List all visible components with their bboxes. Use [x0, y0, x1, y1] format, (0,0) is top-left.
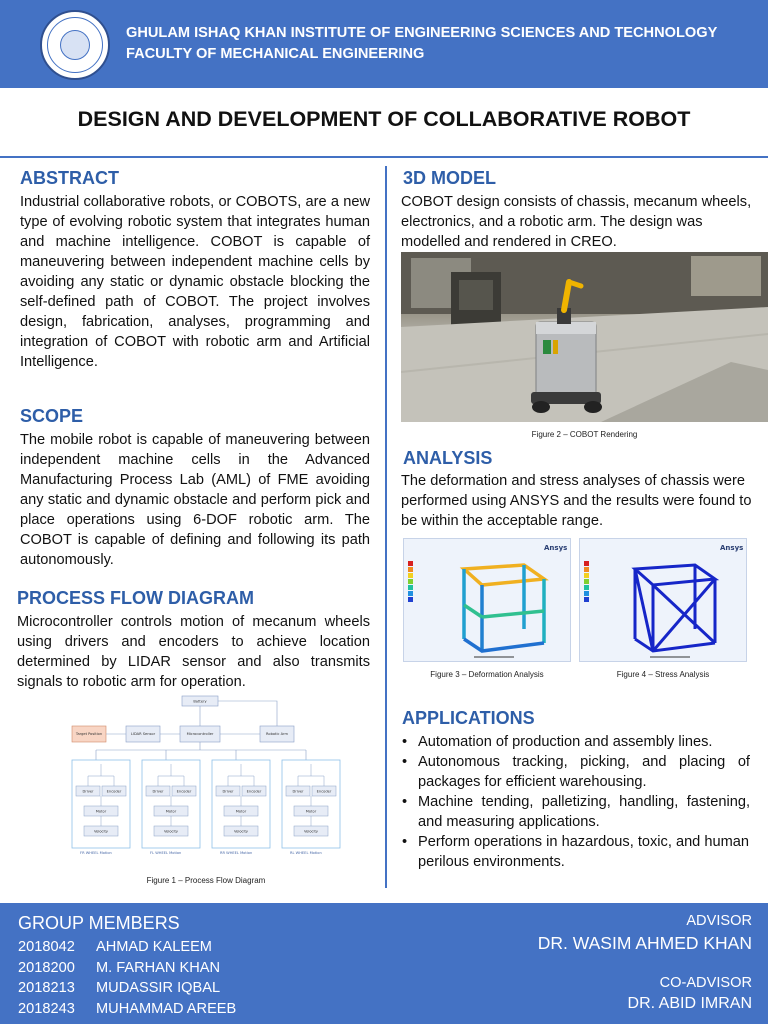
- member-name: MUHAMMAD AREEB: [96, 1000, 237, 1017]
- member-id: 2018213: [18, 980, 75, 996]
- figure-1-caption: Figure 1 – Process Flow Diagram: [146, 876, 266, 885]
- application-item: • Automation of production and assembly lines.: [400, 732, 750, 752]
- header-banner: [0, 0, 768, 88]
- applications-list: [400, 732, 750, 872]
- wheel-drive-group: [282, 760, 340, 855]
- wheel-motion-label: RR WHEEL Motion: [220, 851, 253, 855]
- driver-block-label: Driver: [82, 789, 94, 794]
- lidar-label: LIDAR Sensor: [130, 732, 156, 736]
- velocity-block-label: Velocity: [233, 829, 249, 834]
- wheel-drive-group: [72, 760, 130, 855]
- scope-heading: SCOPE: [20, 406, 84, 426]
- institute-title: GHULAM ISHAQ KHAN INSTITUTE OF ENGINEERING SCIENCES AND TECHNOLOGY: [126, 25, 718, 41]
- velocity-block-label: Velocity: [303, 829, 319, 834]
- encoder-block-label: Encoder: [106, 789, 122, 794]
- application-item: • Perform operations in hazardous, toxic, and human perilous environments.: [400, 832, 750, 872]
- driver-block-label: Driver: [222, 789, 234, 794]
- member-row: [18, 978, 236, 999]
- motor-block-label: Motor: [95, 809, 107, 814]
- driver-block-label: Driver: [152, 789, 164, 794]
- member-id: 2018200: [18, 959, 75, 976]
- motor-block-label: Motor: [305, 809, 317, 814]
- scope-text: The mobile robot is capable of maneuvering between independent machine cells in the Advanced Manufacturing Process Lab (AML) of FME avoiding any static and dynamic obstacle and perform pick and place operations using 6-DOF robotic arm. The COBOT is capable of defining and following its path autonomously.: [20, 432, 370, 568]
- wheel-drive-group: [142, 760, 200, 855]
- ansys-brand-stress: Ansys: [720, 544, 744, 552]
- column-divider: [385, 166, 387, 888]
- target-label: Target Position: [75, 732, 103, 736]
- title-section: [0, 88, 768, 158]
- wheel-drive-group: [212, 760, 270, 855]
- stress-analysis-image: [579, 538, 747, 662]
- encoder-block-label: Encoder: [176, 789, 192, 794]
- application-item: • Autonomous tracking, picking, and placing of packages for efficient warehousing.: [400, 752, 750, 792]
- motor-block-label: Motor: [235, 809, 247, 814]
- faculty-title: FACULTY OF MECHANICAL ENGINEERING: [126, 46, 425, 62]
- coadvisor-label: CO-ADVISOR: [659, 975, 752, 991]
- members-list: [18, 937, 236, 1019]
- wheel-motion-label: RL WHEEL Motion: [290, 851, 322, 855]
- encoder-block-label: Encoder: [246, 789, 262, 794]
- figure-3-caption: Figure 3 – Deformation Analysis: [430, 670, 544, 679]
- footer-banner: [0, 903, 768, 1024]
- member-id: 2018243: [18, 1000, 75, 1017]
- figure-4-caption: Figure 4 – Stress Analysis: [616, 670, 710, 679]
- member-name: AHMAD KALEEM: [96, 939, 212, 955]
- institute-logo-icon: [40, 10, 110, 80]
- motor-block-label: Motor: [165, 809, 177, 814]
- applications-heading: APPLICATIONS: [402, 708, 535, 728]
- process-heading: PROCESS FLOW DIAGRAM: [17, 588, 254, 608]
- analysis-heading: ANALYSIS: [403, 448, 493, 468]
- model-text: COBOT design consists of chassis, mecanum wheels, electronics, and a robotic arm. The design was modelled and rendered in CREO.: [401, 194, 752, 250]
- velocity-block-label: Velocity: [163, 829, 179, 834]
- ansys-brand-deformation: Ansys: [544, 544, 568, 552]
- member-name: M. FARHAN KHAN: [96, 959, 221, 976]
- group-members-title: GROUP MEMBERS: [18, 913, 180, 933]
- wheel-motion-label: FR WHEEL Motion: [80, 851, 112, 855]
- process-flow-diagram: [66, 694, 346, 864]
- encoder-block-label: Encoder: [316, 789, 332, 794]
- member-name: MUDASSIR IQBAL: [96, 980, 221, 996]
- poster-title: DESIGN AND DEVELOPMENT OF COLLABORATIVE ROBOT: [77, 107, 691, 131]
- institute-name: [126, 23, 717, 65]
- figure-2-caption: Figure 2 – COBOT Rendering: [531, 430, 638, 439]
- robotic-arm-label: Robotic Arm: [266, 732, 288, 736]
- application-item: • Machine tending, palletizing, handling, fastening, and measuring applications.: [400, 792, 750, 832]
- member-row: [18, 958, 236, 979]
- member-id: 2018042: [18, 939, 75, 955]
- wheel-motion-label: FL WHEEL Motion: [150, 851, 182, 855]
- driver-block-label: Driver: [292, 789, 304, 794]
- coadvisor-name: DR. ABID IMRAN: [627, 995, 752, 1012]
- advisor-label: ADVISOR: [686, 913, 752, 929]
- member-row: [18, 999, 236, 1020]
- advisor-name: DR. WASIM AHMED KHAN: [537, 933, 752, 953]
- process-text: Microcontroller controls motion of mecanum wheels using drivers and encoders to achieve location determined by LIDAR sensor and also transmits signals to robotic arm for operation.: [17, 614, 370, 690]
- analysis-text: The deformation and stress analyses of chassis were performed using ANSYS and the results were found to be within the acceptable range.: [401, 473, 752, 529]
- cobot-rendering-image: [401, 252, 768, 422]
- battery-label: Battery: [193, 699, 207, 704]
- deformation-analysis-image: [403, 538, 571, 662]
- abstract-heading: ABSTRACT: [20, 168, 119, 188]
- member-row: [18, 937, 236, 958]
- abstract-text: Industrial collaborative robots, or COBOTS, are a new type of evolving robotic system that integrates human and machine intelligence. COBOT is capable of maneuvering between independent machine cells by avoiding any static or dynamic obstacle blocking the self-defined path of COBOT. The project involves design, fabrication, analyses, programming and integration of COBOT with robotic arm and Artificial Intelligence.: [20, 194, 370, 370]
- model-heading: 3D MODEL: [403, 168, 497, 188]
- velocity-block-label: Velocity: [93, 829, 109, 834]
- microcontroller-label: Microcontroller: [186, 732, 214, 736]
